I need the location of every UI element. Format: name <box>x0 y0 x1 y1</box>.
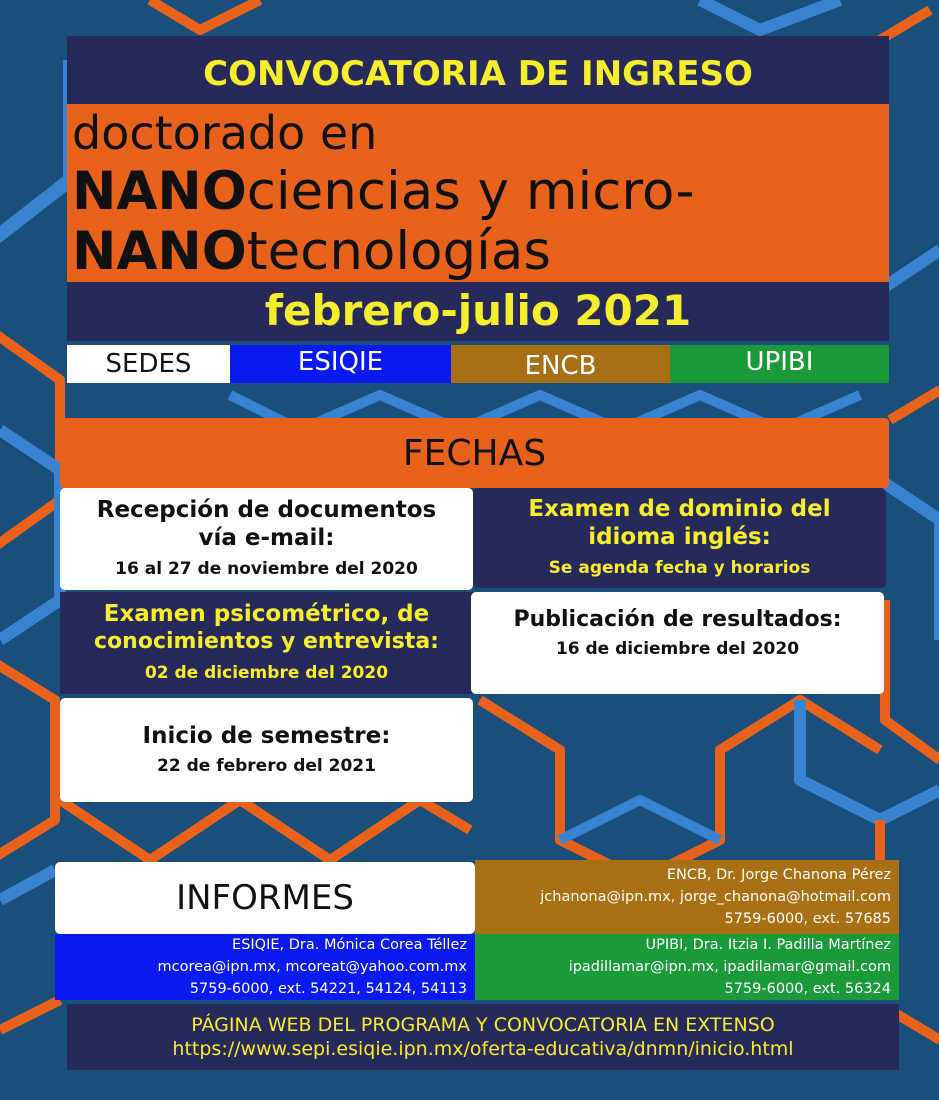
recepcion-title-line2: vía e-mail: <box>198 525 335 551</box>
sede-upibi: UPIBI <box>670 345 889 383</box>
informes-upibi <box>475 934 899 1000</box>
recepcion-title-line1: Recepción de documentos <box>96 497 437 523</box>
esiqie-phone: 5759-6000, ext. 54221, 54124, 54113 <box>189 981 467 997</box>
recepcion-date: 16 al 27 de noviembre del 2020 <box>115 559 418 579</box>
encb-contact-name: ENCB, Dr. Jorge Chanona Pérez <box>666 867 891 883</box>
inicio-title: Inicio de semestre: <box>142 723 391 749</box>
upibi-contact-name: UPIBI, Dra. Itzia I. Padilla Martínez <box>645 937 891 953</box>
upibi-phone: 5759-6000, ext. 56324 <box>724 981 891 997</box>
publicacion-date: 16 de diciembre del 2020 <box>555 639 800 659</box>
program-title-line1: doctorado en <box>72 106 378 160</box>
examen-ingles-date: Se agenda fecha y horarios <box>548 558 811 578</box>
esiqie-emails: mcorea@ipn.mx, mcoreat@yahoo.com.mx <box>157 959 467 975</box>
sede-esiqie: ESIQIE <box>230 345 451 383</box>
examen-ingles-title-line2: idioma inglés: <box>588 524 771 550</box>
program-title-line2-rest: ciencias y micro- <box>246 161 695 222</box>
esiqie-contact-name: ESIQIE, Dra. Mónica Corea Téllez <box>232 937 467 953</box>
program-title-line3-rest: tecnologías <box>246 221 551 282</box>
program-website-link[interactable]: https://www.sepi.esiqie.ipn.mx/oferta-educativa/dnmn/inicio.html <box>172 1038 794 1060</box>
publicacion-title: Publicación de resultados: <box>513 607 842 632</box>
nano-prefix: NANO <box>72 161 247 222</box>
footer-panel <box>67 1004 899 1070</box>
examen-psico-date: 02 de diciembre del 2020 <box>144 663 389 683</box>
upibi-emails: ipadillamar@ipn.mx, ipadilamar@gmail.com <box>568 959 891 975</box>
inicio-card <box>60 698 473 802</box>
sedes-label: SEDES <box>67 345 230 383</box>
nano-prefix: NANO <box>72 221 247 282</box>
encb-phone: 5759-6000, ext. 57685 <box>724 911 891 927</box>
fechas-title: FECHAS <box>60 418 889 488</box>
program-title-line3 <box>72 220 551 284</box>
informes-encb <box>475 860 899 934</box>
program-title-line2 <box>72 160 695 224</box>
inicio-date: 22 de febrero del 2021 <box>157 756 376 776</box>
examen-ingles-card <box>473 488 886 588</box>
encb-emails: jchanona@ipn.mx, jorge_chanona@hotmail.com <box>540 889 891 905</box>
examen-psico-title-line1: Examen psicométrico, de <box>103 601 430 627</box>
examen-ingles-title-line1: Examen de dominio del <box>528 496 831 522</box>
examen-psico-card <box>60 592 473 694</box>
publicacion-card <box>471 592 884 694</box>
informes-esiqie <box>55 934 475 1000</box>
top-title: CONVOCATORIA DE INGRESO <box>203 54 753 94</box>
footer-line1: PÁGINA WEB DEL PROGRAMA Y CONVOCATORIA EN EXTENSO <box>191 1014 775 1036</box>
sede-encb: ENCB <box>451 345 670 383</box>
examen-psico-title-line2: conocimientos y entrevista: <box>94 629 439 654</box>
period: febrero-julio 2021 <box>264 285 692 335</box>
informes-title: INFORMES <box>55 862 475 934</box>
recepcion-card <box>60 488 473 590</box>
